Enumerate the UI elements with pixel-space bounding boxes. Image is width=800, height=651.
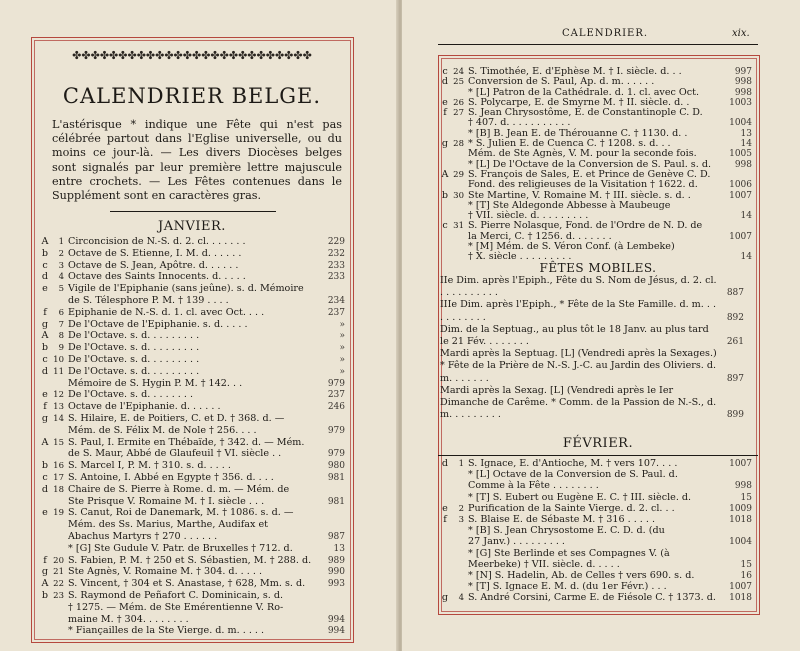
feast-text: † 407. d. . . . . . . . . . . [468, 117, 571, 129]
calendar-row [40, 330, 345, 342]
calendar-row [40, 437, 345, 449]
page-reference: 994 [327, 626, 345, 637]
calendar-row [40, 260, 345, 272]
divider [438, 455, 758, 456]
calendar-row [440, 231, 752, 241]
calendar-row [440, 117, 752, 127]
movable-feast-entry [440, 348, 744, 385]
dominical-letter: f [443, 513, 447, 525]
intro-paragraph: L'astérisque * indique une Fête qui n'est pas célébrée partout dans l'Eglise universelle, ou du moins ce jour-là. — Les divers Diocèses belges sont signalés par leur première lettre majuscule entre crochets. — Les Fêtes contenues dans le Supplément sont en caractères gras. [52, 118, 342, 203]
dominical-letter: e [442, 96, 448, 108]
calendar-row [440, 179, 752, 189]
calendar-row [440, 128, 752, 138]
page-reference: 237 [327, 390, 345, 401]
month-heading-janvier: JANVIER. [158, 219, 226, 234]
day-number: 26 [453, 97, 464, 108]
feast-text: Mém. de S. Félix M. de Nole † 256. . . . [68, 424, 257, 436]
page-reference: 261 [726, 337, 744, 348]
dominical-letter: c [42, 471, 48, 483]
feast-text: de S. Télesphore P. M. † 139 . . . . [68, 294, 229, 306]
dominical-letter: A [41, 236, 49, 247]
feast-text: S. Vincent, † 304 et S. Anastase, † 628, Mm. s. d. [68, 578, 306, 590]
calendar-row [40, 413, 345, 425]
feast-text: IIIe Dim. après l'Epiph., * Fête de la Ste Famille. d. m. . . . . . . . . . . [440, 299, 717, 323]
calendar-row [40, 602, 345, 614]
feast-text: S. Marcel I, P. M. † 310. s. d. . . . . [68, 460, 231, 472]
feast-text: Mém. des Ss. Marius, Marthe, Audifax et [68, 519, 269, 531]
page-reference: 1018 [729, 593, 752, 604]
dominical-letter: e [42, 283, 48, 295]
dominical-letter: b [41, 247, 49, 259]
feast-text: S. Polycarpe, E. de Smyrne M. † II. siècle. d. . [468, 96, 690, 108]
page-reference: 1006 [729, 180, 752, 191]
feast-text: De l'Octave. s. d. . . . . . . . [68, 389, 194, 401]
dominical-letter: g [441, 138, 449, 150]
feast-text: Epiphanie de N.-S. d. 1. cl. avec Oct. . . . [68, 306, 265, 318]
feast-text: * [T] S. Ignace E. M. d. (du 1er Févr.) . . . [468, 581, 667, 593]
dominical-letter: A [41, 436, 49, 448]
day-number: 25 [453, 77, 464, 88]
calendar-row [40, 366, 345, 378]
dominical-letter: g [441, 592, 449, 604]
calendar-row [440, 581, 752, 592]
dominical-letter: d [41, 271, 49, 283]
page-reference: 233 [327, 260, 345, 271]
movable-feast-entry [440, 324, 744, 348]
dominical-letter: c [42, 259, 48, 271]
day-number: 12 [53, 390, 64, 401]
feast-text: De l'Octave. s. d. . . . . . . . . [68, 353, 200, 365]
feast-text: S. Timothée, E. d'Ephèse M. † I. siècle. d. . . [468, 66, 682, 77]
feast-text: Mardi après la Sexag. [L] (Vendredi après le Ier Dimanche de Carême. * Comm. de la Passion de N.-S., d. m. . . . . . . . . [440, 384, 717, 421]
page-reference: 979 [327, 425, 345, 436]
dominical-letter: b [41, 589, 49, 601]
dominical-letter: c [42, 353, 48, 365]
ornament-border: ✤✤✤✤✤✤✤✤✤✤✤✤✤✤✤✤✤✤✤✤✤✤✤✤✤✤ [72, 50, 312, 62]
page-reference: 990 [327, 567, 345, 578]
dominical-letter: d [441, 76, 449, 88]
day-number: 30 [453, 190, 464, 201]
feast-text: Mém. de Ste Agnès, V. M. pour la seconde fois. [468, 148, 697, 160]
day-number: 23 [53, 590, 64, 601]
feast-text: Ste Agnès, V. Romaine M. † 304. d. . . . . [68, 566, 263, 578]
day-number: 27 [453, 108, 464, 119]
feast-text: De l'Octave de l'Epiphanie. s. d. . . . . [68, 318, 248, 330]
calendar-row [440, 138, 752, 148]
feast-text: De l'Octave. s. d. . . . . . . . . [68, 365, 200, 377]
feast-text: Meerbeke) † VII. siècle. d. . . . . [468, 558, 620, 570]
page-reference: 14 [740, 211, 752, 222]
page-reference: 14 [740, 252, 752, 263]
page-reference: 14 [740, 139, 752, 150]
feast-text: De l'Octave. s. d. . . . . . . . . [68, 330, 200, 342]
calendar-list-fevrier [440, 458, 752, 603]
feast-text: * [G] Ste Gudule V. Patr. de Bruxelles † 712. d. [68, 542, 293, 554]
calendar-row [440, 66, 752, 76]
feast-text: Vigile de l'Epiphanie (sans jeûne). s. d. Mémoire [68, 283, 304, 295]
day-number: 14 [53, 413, 64, 424]
feast-text: * [L] De l'Octave de la Conversion de S. Paul. s. d. [468, 158, 712, 170]
page-reference: » [339, 354, 345, 365]
page-reference: 234 [327, 295, 345, 306]
feast-text: Ste Prisque V. Romaine M. † I. siècle . . . [68, 495, 265, 507]
calendar-row [440, 210, 752, 220]
page-number: xix. [732, 28, 750, 39]
feast-text: * [B] S. Jean Chrysostome E. C. D. d. (du [468, 525, 665, 537]
calendar-row [40, 354, 345, 366]
feast-text: Circoncision de N.-S. d. 2. cl. . . . . . . [68, 236, 246, 247]
day-number: 1 [458, 459, 464, 469]
day-number: 29 [453, 169, 464, 180]
feast-text: Octave des Saints Innocents. d. . . . . [68, 271, 246, 283]
feast-text: Octave de l'Epiphanie. d. . . . . . [68, 401, 221, 413]
feast-text: S. François de Sales, E. et Prince de Genève C. D. [468, 168, 711, 180]
dominical-letter: f [443, 107, 447, 119]
dominical-letter: c [442, 220, 448, 232]
feast-text: Fond. des religieuses de la Visitation † 1622. d. [468, 179, 698, 191]
divider [110, 211, 276, 212]
feast-text: S. Ignace, E. d'Antioche, M. † vers 107. . . . [468, 458, 678, 469]
month-heading-fevrier: FÉVRIER. [562, 436, 634, 451]
page-reference: 994 [327, 614, 345, 625]
calendar-row [40, 484, 345, 496]
page-reference: 892 [726, 312, 744, 323]
dominical-letter: b [41, 460, 49, 472]
calendar-row [40, 472, 345, 484]
calendar-list-janvier-end [440, 66, 752, 262]
day-number: 9 [58, 343, 64, 354]
page-reference: 998 [734, 87, 752, 98]
day-number: 19 [53, 508, 64, 519]
calendar-row [440, 169, 752, 179]
day-number: 18 [53, 484, 64, 495]
page-title: CALENDRIER BELGE. [62, 84, 322, 108]
page-reference: » [339, 366, 345, 377]
feast-text: † 1275. — Mém. de Ste Emérentienne V. Ro- [68, 601, 284, 613]
day-number: 6 [58, 307, 64, 318]
feast-text: Mémoire de S. Hygin P. M. † 142. . . [68, 377, 243, 389]
feast-text: * [B] B. Jean E. de Thérouanne C. † 1130. d. . [468, 127, 688, 139]
feast-text: * [M] Mém. de S. Véron Conf. (à Lembeke) [468, 241, 675, 253]
dominical-letter: b [41, 342, 49, 354]
page-reference: 15 [740, 492, 752, 503]
dominical-letter: A [41, 578, 49, 590]
calendar-row [440, 559, 752, 570]
calendar-row [40, 342, 345, 354]
day-number: 17 [53, 472, 64, 483]
dominical-letter: e [442, 502, 448, 514]
page-reference: 246 [327, 402, 345, 413]
dominical-letter: A [441, 168, 449, 180]
dominical-letter: b [441, 189, 449, 201]
feast-text: 27 Janv.) . . . . . . . . . [468, 536, 565, 548]
calendar-row [40, 496, 345, 508]
feast-text: Chaire de S. Pierre à Rome. d. m. — Mém. de [68, 483, 290, 495]
day-number: 13 [53, 402, 64, 413]
calendar-row [40, 283, 345, 295]
calendar-row [440, 159, 752, 169]
day-number: 5 [58, 284, 64, 295]
page-reference: 1004 [729, 118, 752, 129]
page-reference: 897 [726, 373, 744, 384]
page-reference: 237 [327, 307, 345, 318]
calendar-row [40, 248, 345, 260]
dominical-letter: f [43, 401, 47, 413]
header-rule [438, 44, 758, 45]
day-number: 31 [453, 221, 464, 232]
page-reference: 1007 [729, 459, 752, 469]
page-reference: 887 [726, 288, 744, 299]
feast-text: S. André Corsini, Carme E. de Fiésole C. † 1373. d. [468, 592, 716, 604]
movable-feast-entry [440, 385, 744, 422]
dominical-letter: A [41, 330, 49, 342]
feast-text: * [L] Patron de la Cathédrale. d. 1. cl. avec Oct. [468, 86, 700, 98]
movable-feast-entry [440, 299, 744, 323]
page-reference: 981 [327, 472, 345, 483]
calendar-row [440, 87, 752, 97]
day-number: 7 [58, 319, 64, 330]
feast-text: Ste Martine, V. Romaine M. † III. siècle. s. d. . [468, 189, 691, 201]
page-reference: 1007 [729, 582, 752, 593]
page-reference: 979 [327, 378, 345, 389]
feast-text: Octave de S. Etienne, I. M. d. . . . . . [68, 247, 242, 259]
calendar-row [40, 566, 345, 578]
page-reference: 980 [327, 461, 345, 472]
day-number: 8 [58, 331, 64, 342]
calendar-row [440, 548, 752, 559]
day-number: 4 [58, 272, 64, 283]
feast-text: S. Canut, Roi de Danemark, M. † 1086. s. d. — [68, 507, 294, 519]
feast-text: † X. siècle . . . . . . . . . [468, 251, 572, 263]
calendar-row [40, 531, 345, 543]
day-number: 22 [53, 579, 64, 590]
feast-text: S. Pierre Nolasque, Fond. de l'Ordre de N. D. de [468, 220, 703, 232]
calendar-row [40, 307, 345, 319]
page-reference: 13 [740, 128, 752, 139]
calendar-row [40, 543, 345, 555]
calendar-row [40, 625, 345, 637]
day-number: 15 [53, 437, 64, 448]
day-number: 3 [58, 260, 64, 271]
feast-text: * [G] Ste Berlinde et ses Compagnes V. (à [468, 547, 670, 559]
day-number: 3 [458, 514, 464, 525]
feast-text: S. Raymond de Peñafort C. Dominicain, s. d. [68, 589, 284, 601]
calendar-row [40, 590, 345, 602]
page-reference: 1007 [729, 231, 752, 242]
calendar-row [440, 458, 752, 469]
calendar-row [40, 578, 345, 590]
calendar-row [440, 148, 752, 158]
page-reference: 1004 [729, 537, 752, 548]
page-reference: 1005 [729, 149, 752, 160]
page-reference: » [339, 343, 345, 354]
feast-text: S. Hilaire, E. de Poitiers, C. et D. † 368. d. — [68, 412, 285, 424]
feast-text: maine M. † 304. . . . . . . . [68, 613, 189, 625]
page-reference: 15 [740, 559, 752, 570]
calendar-row [40, 236, 345, 248]
day-number: 20 [53, 555, 64, 566]
feast-text: S. Antoine, I. Abbé en Egypte † 356. d. . . . [68, 471, 274, 483]
calendar-row [440, 200, 752, 210]
feast-text: * Fiançailles de la Ste Vierge. d. m. . . . . [68, 625, 265, 637]
calendar-row [440, 76, 752, 86]
calendar-row [40, 319, 345, 331]
page-reference: 899 [726, 410, 744, 421]
feast-text: Abachus Martyrs † 270 . . . . . . [68, 530, 218, 542]
feast-text: la Merci, C. † 1256. d. . . . . . . [468, 230, 612, 242]
fetes-mobiles-list [440, 275, 744, 421]
dominical-letter: c [442, 66, 448, 77]
day-number: 4 [458, 593, 464, 604]
page-reference: 979 [327, 449, 345, 460]
feast-text: * [T] S. Eubert ou Eugène E. C. † III. siècle. d. [468, 491, 692, 503]
dominical-letter: g [41, 318, 49, 330]
calendar-row [440, 220, 752, 230]
calendar-row [440, 107, 752, 117]
page-reference: 998 [734, 481, 752, 492]
page-reference: 987 [327, 531, 345, 542]
feast-text: * [T] Ste Aldegonde Abbesse à Maubeuge [468, 199, 671, 211]
feast-text: S. Blaise E. de Sébaste M. † 316 . . . . . [468, 513, 656, 525]
day-number: 2 [458, 503, 464, 514]
feast-text: de S. Maur, Abbé de Glaufeuil † VI. siècle . . [68, 448, 282, 460]
day-number: 24 [453, 67, 464, 77]
day-number: 21 [53, 567, 64, 578]
page-reference: 232 [327, 248, 345, 259]
calendar-row [440, 469, 752, 480]
dominical-letter: d [41, 483, 49, 495]
calendar-list-janvier [40, 236, 345, 637]
dominical-letter: d [441, 458, 449, 469]
feast-text: Comme à la Fête . . . . . . . . [468, 480, 599, 492]
feast-text: Purification de la Sainte Vierge. d. 2. cl. . . [468, 502, 675, 514]
dominical-letter: e [42, 389, 48, 401]
day-number: 16 [53, 461, 64, 472]
calendar-row [40, 425, 345, 437]
page-reference: 16 [740, 570, 752, 581]
dominical-letter: f [43, 306, 47, 318]
page-reference: 998 [734, 159, 752, 170]
page-reference: 1009 [729, 503, 752, 514]
movable-feast-entry [440, 275, 744, 299]
feast-text: S. Paul, I. Ermite en Thébaïde, † 342. d. — Mém. [68, 436, 305, 448]
calendar-row [40, 295, 345, 307]
page-reference: 13 [333, 543, 345, 554]
dominical-letter: e [42, 507, 48, 519]
calendar-row [440, 97, 752, 107]
calendar-row [40, 448, 345, 460]
page-reference: 981 [327, 496, 345, 507]
page-reference: » [339, 331, 345, 342]
calendar-row [40, 401, 345, 413]
feast-text: Octave de S. Jean, Apôtre. d. . . . . . [68, 259, 239, 271]
running-header-title: CALENDRIER. [562, 28, 649, 39]
calendar-row [440, 570, 752, 581]
calendar-row [440, 536, 752, 547]
day-number: 11 [53, 366, 64, 377]
feast-text: Mardi après la Septuag. [L] (Vendredi après la Sexages.) * Fête de la Prière de N.-S. J.-C. au Jardin des Oliviers. d. m. . . . . . . [440, 348, 717, 384]
calendar-row [440, 525, 752, 536]
page-reference: 993 [327, 579, 345, 590]
feast-text: Conversion de S. Paul, Ap. d. m. . . . . . [468, 76, 655, 88]
dominical-letter: g [41, 412, 49, 424]
dominical-letter: g [41, 566, 49, 578]
page-reference: 1018 [729, 514, 752, 525]
calendar-row [440, 592, 752, 603]
feast-text: IIe Dim. après l'Epiph., Fête du S. Nom de Jésus, d. 2. cl. . . . . . . . . . . [440, 275, 717, 299]
calendar-row [440, 514, 752, 525]
dominical-letter: f [43, 554, 47, 566]
calendar-row [440, 480, 752, 491]
page-reference: 229 [327, 237, 345, 247]
feast-text: * S. Julien E. de Cuenca C. † 1208. s. d. . . [468, 138, 671, 150]
page-reference: 1007 [729, 190, 752, 201]
day-number: 1 [58, 237, 64, 247]
calendar-row [40, 555, 345, 567]
calendar-row [40, 519, 345, 531]
calendar-row [40, 271, 345, 283]
dominical-letter: d [41, 365, 49, 377]
calendar-row [40, 460, 345, 472]
page-reference: 998 [734, 77, 752, 88]
calendar-row [440, 190, 752, 200]
feast-text: * [L] Octave de la Conversion de S. Paul. d. [468, 469, 678, 481]
day-number: 10 [53, 354, 64, 365]
calendar-row [440, 503, 752, 514]
calendar-row [40, 389, 345, 401]
section-heading-fetes-mobiles: FÊTES MOBILES. [539, 261, 657, 275]
page-reference: 233 [327, 272, 345, 283]
calendar-row [40, 378, 345, 390]
page-reference: 997 [734, 67, 752, 77]
feast-text: † VII. siècle. d. . . . . . . . . [468, 210, 589, 222]
day-number: 28 [453, 139, 464, 150]
day-number: 2 [58, 248, 64, 259]
page-reference: 989 [327, 555, 345, 566]
feast-text: Dim. de la Septuag., au plus tôt le 18 Janv. au plus tard le 21 Fév. . . . . . . . [440, 323, 709, 348]
feast-text: * [N] S. Hadelin, Ab. de Celles † vers 690. s. d. [468, 569, 695, 581]
feast-text: De l'Octave. s. d. . . . . . . . . [68, 342, 200, 354]
calendar-row [40, 507, 345, 519]
page-reference: 1003 [729, 97, 752, 108]
feast-text: S. Jean Chrysostôme, E. de Constantinople C. D. [468, 107, 703, 119]
page-reference: » [339, 319, 345, 330]
calendar-row [440, 492, 752, 503]
calendar-row [40, 614, 345, 626]
feast-text: S. Fabien, P. M. † 250 et S. Sébastien, M. † 288. d. [68, 554, 312, 566]
calendar-row [440, 241, 752, 251]
